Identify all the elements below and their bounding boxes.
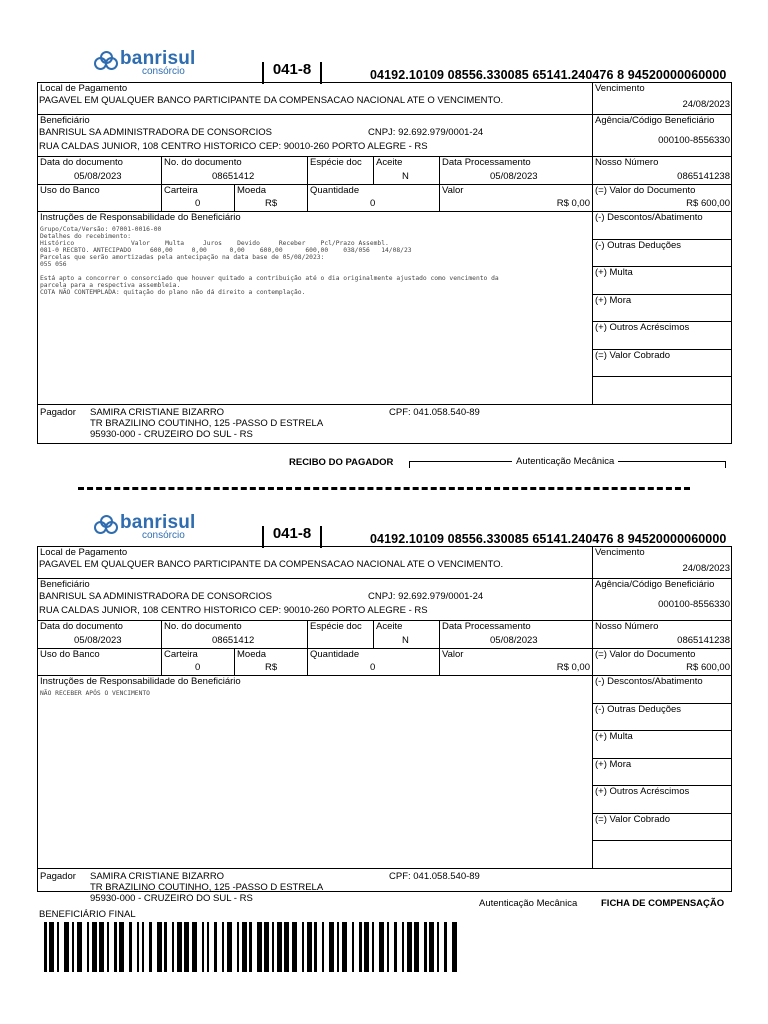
vencimento-cell xyxy=(592,546,732,578)
pagador-label: Pagador xyxy=(40,871,76,882)
nosso-numero-value: 0865141238 xyxy=(677,171,730,182)
beneficiario-label: Beneficiário xyxy=(40,579,90,590)
instrucoes-cell xyxy=(37,675,592,868)
side-field-label: (+) Multa xyxy=(595,731,633,742)
especie-cell xyxy=(307,620,373,648)
numero-documento-cell xyxy=(161,620,307,648)
pagador-nome: SAMIRA CRISTIANE BIZARRO xyxy=(90,407,225,418)
side-field-label: (-) Descontos/Abatimento xyxy=(595,676,703,687)
valor-label: Valor xyxy=(442,185,464,196)
barcode xyxy=(44,922,460,972)
pagador-cep: 95930-000 - CRUZEIRO DO SUL - RS xyxy=(90,429,253,440)
aceite-label: Aceite xyxy=(376,157,403,168)
linha-digitavel: 04192.10109 08556.330085 65141.240476 8 94520000060000 xyxy=(370,532,727,546)
moeda-cell xyxy=(234,184,307,211)
pagador-endereco: TR BRAZILINO COUTINHO, 125 -PASSO D ESTRELA xyxy=(90,418,324,429)
agencia-cell xyxy=(592,578,732,620)
uso-banco-cell xyxy=(37,184,161,211)
local-pagamento-cell xyxy=(37,546,592,578)
logo-sub: consórcio xyxy=(142,530,185,541)
beneficiario-cell xyxy=(37,114,592,156)
beneficiario-endereco: RUA CALDAS JUNIOR, 108 CENTRO HISTORICO CEP: 90010-260 PORTO ALEGRE - RS xyxy=(39,141,428,152)
beneficiario-final-label: BENEFICIÁRIO FINAL xyxy=(39,909,136,920)
nosso-numero-cell xyxy=(592,620,732,648)
local-pagamento-value: PAGAVEL EM QUALQUER BANCO PARTICIPANTE DA COMPENSACAO NACIONAL ATE O VENCIMENTO. xyxy=(39,95,504,106)
valor-value: R$ 0,00 xyxy=(556,662,590,673)
instrucoes-label: Instruções de Responsabilidade do Beneficiário xyxy=(40,212,241,223)
vencimento-label: Vencimento xyxy=(595,547,645,558)
side-field-label: (+) Outros Acréscimos xyxy=(595,786,690,797)
beneficiario-cell xyxy=(37,578,592,620)
logo-text xyxy=(120,49,196,77)
agencia-value: 000100-8556330 xyxy=(658,135,730,146)
moeda-value: R$ xyxy=(265,198,278,209)
valor-documento-value: R$ 600,00 xyxy=(686,662,730,673)
beneficiario-cnpj: CNPJ: 92.692.979/0001-24 xyxy=(368,591,484,602)
valor-documento-cell xyxy=(592,648,732,675)
autenticacao-label: Autenticação Mecânica xyxy=(512,456,618,467)
vencimento-label: Vencimento xyxy=(595,83,645,94)
valor-documento-label: (=) Valor do Documento xyxy=(595,185,696,196)
side-field-label: (-) Outras Deduções xyxy=(595,703,682,715)
side-field-label: (+) Multa xyxy=(595,267,633,278)
valor-documento-cell xyxy=(592,184,732,211)
valor-documento-label: (=) Valor do Documento xyxy=(595,649,696,660)
autenticacao-label: Autenticação Mecânica xyxy=(479,898,578,909)
valor-cell xyxy=(439,184,592,211)
quantidade-cell xyxy=(307,648,439,675)
side-field-4 xyxy=(592,758,732,786)
agencia-cell xyxy=(592,114,732,156)
especie-cell xyxy=(307,156,373,184)
carteira-value: 0 xyxy=(195,662,201,673)
nosso-numero-label: Nosso Número xyxy=(595,157,659,168)
vencimento-cell xyxy=(592,82,732,114)
local-pagamento-cell xyxy=(37,82,592,114)
side-field-1 xyxy=(592,675,732,703)
quantidade-value: 0 xyxy=(370,198,376,209)
cut-line xyxy=(78,487,690,490)
side-field-label: (-) Descontos/Abatimento xyxy=(595,212,703,223)
data-processamento-cell xyxy=(439,620,592,648)
beneficiario-label: Beneficiário xyxy=(40,115,90,126)
pagador-endereco: TR BRAZILINO COUTINHO, 125 -PASSO D ESTRELA xyxy=(90,882,324,893)
side-field-2 xyxy=(592,239,732,267)
aceite-value: N xyxy=(402,171,409,182)
beneficiario-endereco: RUA CALDAS JUNIOR, 108 CENTRO HISTORICO CEP: 90010-260 PORTO ALEGRE - RS xyxy=(39,605,428,616)
carteira-cell xyxy=(161,184,234,211)
nosso-numero-value: 0865141238 xyxy=(677,635,730,646)
local-pagamento-value: PAGAVEL EM QUALQUER BANCO PARTICIPANTE DA COMPENSACAO NACIONAL ATE O VENCIMENTO. xyxy=(39,559,504,570)
side-field-5 xyxy=(592,321,732,349)
banrisul-logo-icon xyxy=(94,515,118,535)
vencimento-value: 24/08/2023 xyxy=(682,99,730,110)
pagador-cep: 95930-000 - CRUZEIRO DO SUL - RS xyxy=(90,893,253,904)
logo-text xyxy=(120,513,196,541)
ficha-compensacao-label: FICHA DE COMPENSAÇÃO xyxy=(601,898,725,909)
data-processamento-label: Data Processamento xyxy=(442,621,531,632)
logo-sub: consórcio xyxy=(142,66,185,77)
aceite-cell xyxy=(373,620,439,648)
carteira-label: Carteira xyxy=(164,649,198,660)
side-field-label: (-) Outras Deduções xyxy=(595,239,682,251)
numero-documento-label: No. do documento xyxy=(164,621,242,632)
side-field-empty xyxy=(592,840,732,868)
valor-label: Valor xyxy=(442,649,464,660)
data-documento-label: Data do documento xyxy=(40,157,123,168)
data-documento-value: 05/08/2023 xyxy=(74,635,122,646)
data-documento-cell xyxy=(37,156,161,184)
vencimento-value: 24/08/2023 xyxy=(682,563,730,574)
side-field-6 xyxy=(592,349,732,377)
side-field-label: (=) Valor Cobrado xyxy=(595,813,671,825)
bank-code: 041-8 xyxy=(272,61,312,78)
side-field-label: (+) Mora xyxy=(595,758,632,770)
numero-documento-cell xyxy=(161,156,307,184)
data-processamento-cell xyxy=(439,156,592,184)
data-documento-cell xyxy=(37,620,161,648)
code-separator xyxy=(320,62,322,84)
nosso-numero-cell xyxy=(592,156,732,184)
banrisul-logo xyxy=(94,49,196,77)
quantidade-label: Quantidade xyxy=(310,649,360,660)
instrucoes-text: NÃO RECEBER APÓS O VENCIMENTO xyxy=(40,690,150,697)
valor-value: R$ 0,00 xyxy=(556,198,590,209)
beneficiario-cnpj: CNPJ: 92.692.979/0001-24 xyxy=(368,127,484,138)
carteira-cell xyxy=(161,648,234,675)
beneficiario-nome: BANRISUL SA ADMINISTRADORA DE CONSORCIOS xyxy=(39,127,272,138)
banrisul-logo xyxy=(94,513,196,541)
pagador-nome: SAMIRA CRISTIANE BIZARRO xyxy=(90,871,225,882)
carteira-label: Carteira xyxy=(164,185,198,196)
ficha-compensacao xyxy=(0,510,768,970)
instrucoes-cell xyxy=(37,211,592,404)
side-field-label: (+) Outros Acréscimos xyxy=(595,322,690,333)
especie-label: Espécie doc xyxy=(310,157,362,168)
uso-banco-cell xyxy=(37,648,161,675)
logo-name: banrisul xyxy=(120,48,196,69)
pagador-cpf: CPF: 041.058.540-89 xyxy=(389,871,480,882)
barcode-bar xyxy=(457,922,460,972)
especie-label: Espécie doc xyxy=(310,621,362,632)
valor-documento-value: R$ 600,00 xyxy=(686,198,730,209)
moeda-label: Moeda xyxy=(237,649,267,660)
agencia-value: 000100-8556330 xyxy=(658,599,730,610)
pagador-cpf: CPF: 041.058.540-89 xyxy=(389,407,480,418)
agencia-label: Agência/Código Beneficiário xyxy=(595,115,715,126)
numero-documento-value: 08651412 xyxy=(212,171,255,182)
side-field-6 xyxy=(592,813,732,841)
bank-code: 041-8 xyxy=(272,525,312,542)
carteira-value: 0 xyxy=(195,198,201,209)
side-field-label: (+) Mora xyxy=(595,294,632,306)
logo-name: banrisul xyxy=(120,512,196,533)
instrucoes-text: Grupo/Cota/Versão: 07001-0016-00 Detalhes do recebimento: Histórico Valor Multa Juros Devido Receber Pcl/Prazo Assembl. 081-0 RECBTO. ANTECIPADO 600,00 0,00 0,00 600,00 600,00 038/056 14/08/23 Parcelas que serão amortizadas pela antecipação na data base de 05/08/2023: 055 056 Está apto a concorrer o consorciado que houver quitado a contribuição até o dia originalmente ajustado como vencimento da parcela para a respectiva assembleia. COTA NÃO CONTEMPLADA: quitação do plano não dá direito a contemplação. xyxy=(40,226,499,296)
numero-documento-value: 08651412 xyxy=(212,635,255,646)
side-field-3 xyxy=(592,730,732,758)
local-pagamento-label: Local de Pagamento xyxy=(40,547,128,558)
side-field-4 xyxy=(592,294,732,322)
data-processamento-value: 05/08/2023 xyxy=(490,635,538,646)
beneficiario-nome: BANRISUL SA ADMINISTRADORA DE CONSORCIOS xyxy=(39,591,272,602)
side-field-2 xyxy=(592,703,732,731)
side-field-3 xyxy=(592,266,732,294)
local-pagamento-label: Local de Pagamento xyxy=(40,83,128,94)
pagador-cell xyxy=(37,404,732,444)
code-separator xyxy=(320,526,322,548)
nosso-numero-label: Nosso Número xyxy=(595,621,659,632)
uso-banco-label: Uso do Banco xyxy=(40,649,100,660)
moeda-cell xyxy=(234,648,307,675)
aceite-value: N xyxy=(402,635,409,646)
quantidade-label: Quantidade xyxy=(310,185,360,196)
moeda-value: R$ xyxy=(265,662,278,673)
aceite-cell xyxy=(373,156,439,184)
pagador-label: Pagador xyxy=(40,407,76,418)
recibo-pagador-label: RECIBO DO PAGADOR xyxy=(289,457,394,468)
banrisul-logo-icon xyxy=(94,51,118,71)
moeda-label: Moeda xyxy=(237,185,267,196)
data-documento-label: Data do documento xyxy=(40,621,123,632)
side-field-empty xyxy=(592,376,732,404)
quantidade-cell xyxy=(307,184,439,211)
instrucoes-label: Instruções de Responsabilidade do Beneficiário xyxy=(40,676,241,687)
data-processamento-value: 05/08/2023 xyxy=(490,171,538,182)
numero-documento-label: No. do documento xyxy=(164,157,242,168)
agencia-label: Agência/Código Beneficiário xyxy=(595,579,715,590)
data-processamento-label: Data Processamento xyxy=(442,157,531,168)
side-field-1 xyxy=(592,211,732,239)
side-field-5 xyxy=(592,785,732,813)
uso-banco-label: Uso do Banco xyxy=(40,185,100,196)
data-documento-value: 05/08/2023 xyxy=(74,171,122,182)
valor-cell xyxy=(439,648,592,675)
linha-digitavel: 04192.10109 08556.330085 65141.240476 8 94520000060000 xyxy=(370,68,727,82)
quantidade-value: 0 xyxy=(370,662,376,673)
recibo-pagador xyxy=(0,46,768,506)
aceite-label: Aceite xyxy=(376,621,403,632)
side-field-label: (=) Valor Cobrado xyxy=(595,349,671,361)
